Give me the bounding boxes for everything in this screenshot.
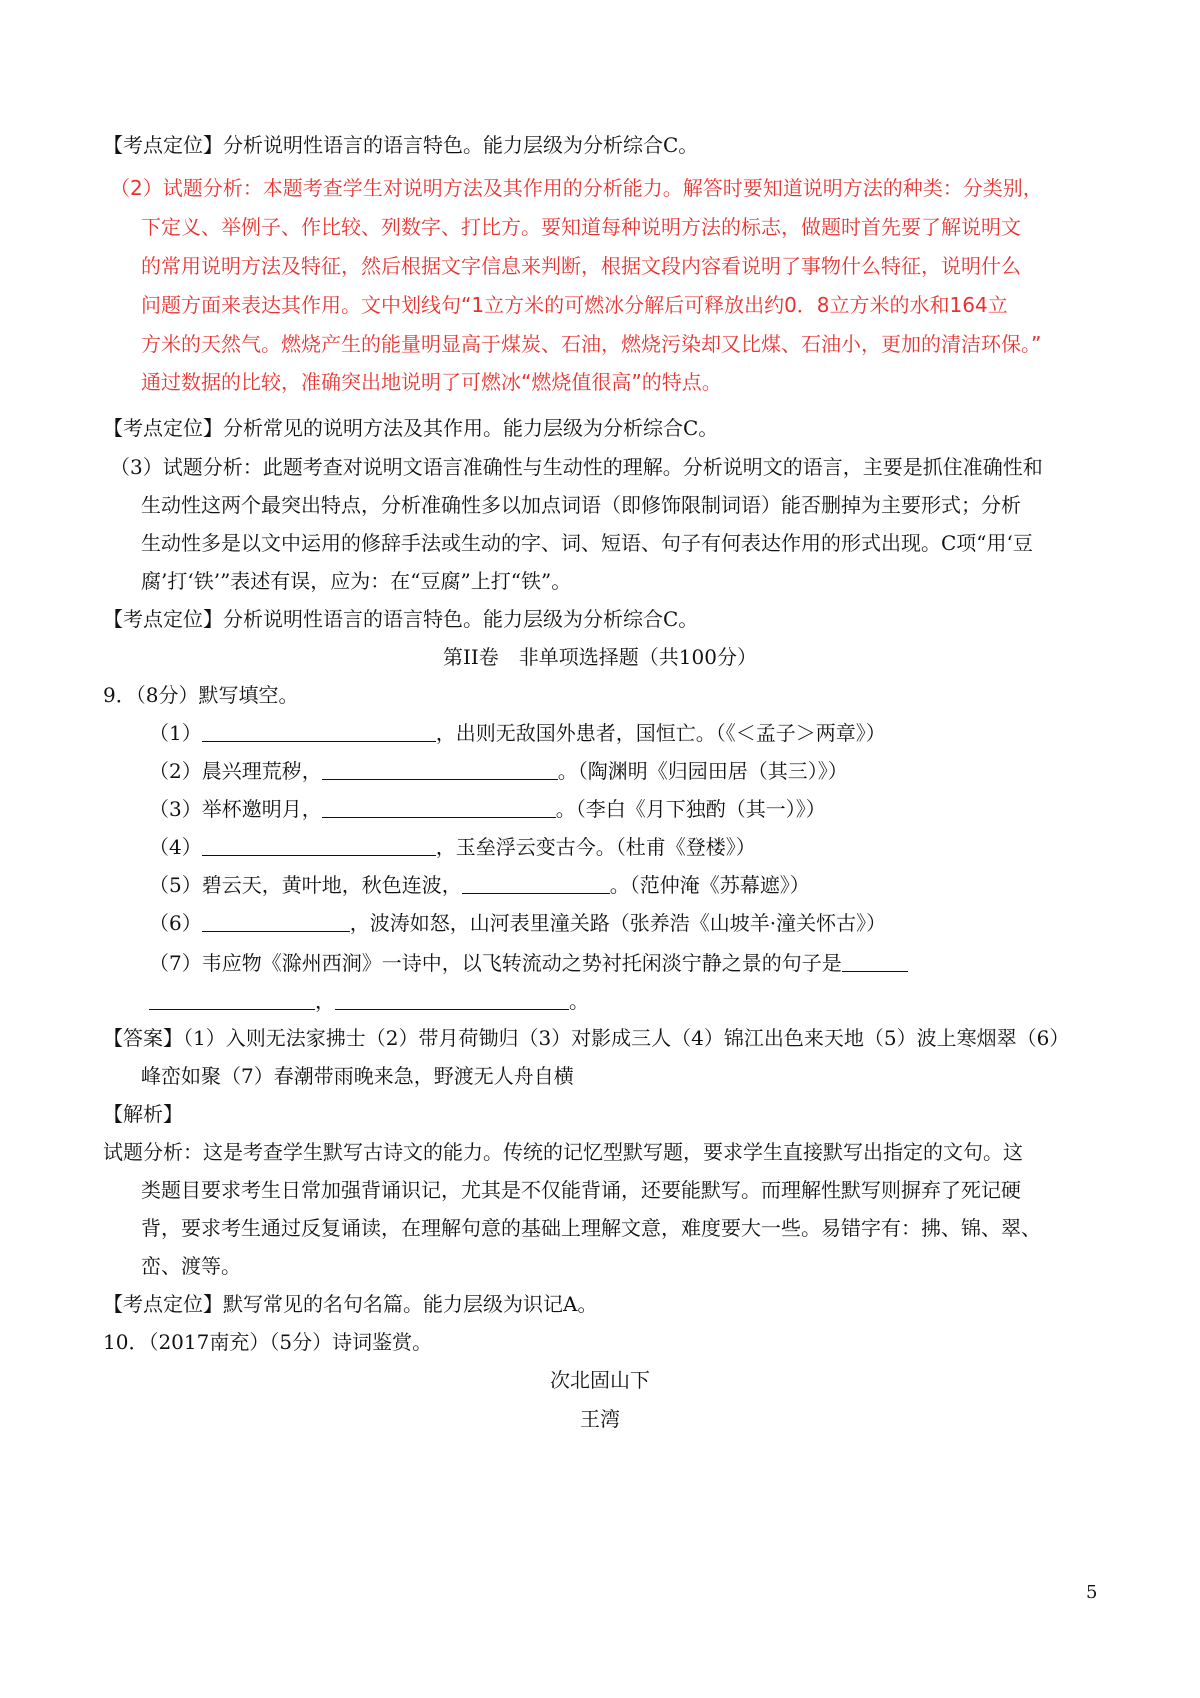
question-9-item-5: （5）碧云天，黄叶地，秋色连波， 。（范仲淹《苏幕遮》） bbox=[149, 873, 810, 897]
answer-blank-2[interactable] bbox=[322, 757, 558, 780]
answer-blank-3[interactable] bbox=[322, 795, 556, 818]
answer-blank-7b[interactable] bbox=[149, 987, 315, 1010]
answer-blank-4[interactable] bbox=[202, 833, 436, 856]
poem-title: 次北固山下 bbox=[550, 1368, 650, 1392]
question-9-item-4: （4） ，玉垒浮云变古今。（杜甫《登楼》） bbox=[149, 835, 756, 859]
exam-point-3: 【考点定位】分析说明性语言的语言特色。能力层级为分析综合C。 bbox=[103, 607, 699, 631]
question-10-title: 10．（2017南充）（5分）诗词鉴赏。 bbox=[103, 1330, 433, 1354]
question-9-title: 9．（8分）默写填空。 bbox=[103, 683, 299, 707]
analysis-9-line-3: 背，要求考生通过反复诵读，在理解句意的基础上理解文意，难度要大一些。易错字有：拂、锦、翠、 bbox=[141, 1216, 1041, 1240]
question-9-item-7-cont: ， 。 bbox=[149, 986, 589, 1016]
analysis-9-line-2: 类题目要求考生日常加强背诵识记，尤其是不仅能背诵，还要能默写。而理解性默写则摒弃了死记硬 bbox=[141, 1178, 1021, 1202]
analysis-2-line-1: （2）试题分析：本题考查学生对说明方法及其作用的分析能力。解答时要知道说明方法的种类：分类别， bbox=[110, 176, 1043, 200]
analysis-9-line-1: 试题分析：这是考查学生默写古诗文的能力。传统的记忆型默写题，要求学生直接默写出指定的文句。这 bbox=[103, 1140, 1023, 1164]
analysis-2-line-5: 方米的天然气。燃烧产生的能量明显高于煤炭、石油，燃烧污染却又比煤、石油小，更加的清洁环保。” bbox=[141, 332, 1042, 356]
answer-blank-6[interactable] bbox=[202, 909, 350, 932]
answer-blank-7c[interactable] bbox=[335, 987, 569, 1010]
analysis-3-line-1: （3）试题分析：此题考查对说明文语言准确性与生动性的理解。分析说明文的语言，主要是抓住准确性和 bbox=[110, 455, 1043, 479]
exam-point-4: 【考点定位】默写常见的名句名篇。能力层级为识记A。 bbox=[103, 1292, 598, 1316]
question-9-item-6: （6） ，波涛如怒，山河表里潼关路（张养浩《山坡羊·潼关怀古》） bbox=[149, 911, 887, 935]
page-number: 5 bbox=[1086, 1582, 1098, 1603]
analysis-2-line-6: 通过数据的比较，准确突出地说明了可燃冰“燃烧值很高”的特点。 bbox=[141, 370, 722, 394]
analysis-heading: 【解析】 bbox=[103, 1102, 183, 1126]
question-9-item-3: （3）举杯邀明月， 。（李白《月下独酌（其一）》） bbox=[149, 797, 826, 821]
section-title: 第II卷 非单项选择题（共100分） bbox=[443, 645, 757, 669]
answer-line-2: 峰峦如聚（7）春潮带雨晚来急，野渡无人舟自横 bbox=[141, 1064, 574, 1088]
question-9-item-2: （2）晨兴理荒秽， 。（陶渊明《归园田居（其三）》） bbox=[149, 759, 848, 783]
analysis-3-line-3: 生动性多是以文中运用的修辞手法或生动的字、词、短语、句子有何表达作用的形式出现。C项“用‘豆 bbox=[141, 531, 1033, 555]
exam-point-1: 【考点定位】分析说明性语言的语言特色。能力层级为分析综合C。 bbox=[103, 133, 699, 157]
analysis-3-line-4: 腐’打‘铁’”表述有误，应为：在“豆腐”上打“铁”。 bbox=[141, 569, 572, 593]
question-9-item-1: （1） ，出则无敌国外患者，国恒亡。（《＜孟子＞两章》） bbox=[149, 721, 886, 745]
answer-blank-7a[interactable] bbox=[842, 949, 908, 972]
question-9-item-7: （7）韦应物《滁州西涧》一诗中，以飞转流动之势衬托闲淡宁静之景的句子是 bbox=[149, 948, 908, 978]
analysis-9-line-4: 峦、渡等。 bbox=[141, 1254, 241, 1278]
poem-author: 王湾 bbox=[580, 1407, 620, 1431]
analysis-2-line-4: 问题方面来表达其作用。文中划线句“1立方米的可燃冰分解后可释放出约0．8立方米的水和164立 bbox=[141, 293, 1008, 317]
answer-blank-1[interactable] bbox=[202, 719, 436, 742]
analysis-2-line-2: 下定义、举例子、作比较、列数字、打比方。要知道每种说明方法的标志，做题时首先要了解说明文 bbox=[141, 215, 1021, 239]
exam-point-2: 【考点定位】分析常见的说明方法及其作用。能力层级为分析综合C。 bbox=[103, 416, 719, 440]
answer-blank-5[interactable] bbox=[462, 871, 610, 894]
analysis-2-line-3: 的常用说明方法及特征，然后根据文字信息来判断，根据文段内容看说明了事物什么特征，说明什么 bbox=[141, 254, 1021, 278]
analysis-3-line-2: 生动性这两个最突出特点，分析准确性多以加点词语（即修饰限制词语）能否删掉为主要形式；分析 bbox=[141, 493, 1021, 517]
answer-line-1: 【答案】（1）入则无法家拂士（2）带月荷锄归（3）对影成三人（4）锦江出色来天地（5）波上寒烟翠（6） bbox=[103, 1026, 1070, 1050]
